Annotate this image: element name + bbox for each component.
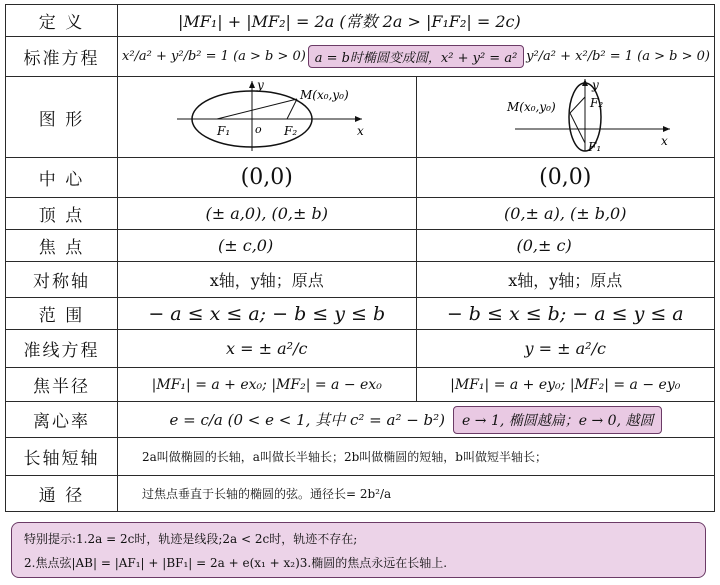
focus-label: 焦 点 [6,230,118,262]
eccentricity-text: e = c/a (0 < e < 1, 其中 c² = a² − b²) [169,411,446,429]
focus-left: (± c,0) [118,230,417,262]
left-fig-y-label: y [256,78,264,92]
vertex-right: (0,± a), (± b,0) [416,198,715,230]
ellipse-properties-table [5,4,715,512]
equation-right: y²/a² + x²/b² = 1 (a > b > 0) [526,49,710,64]
left-fig-f1-label: F₁ [216,124,230,138]
vertex-row [6,198,715,230]
definition-row [6,5,715,37]
figure-vertical-cell [416,77,715,158]
left-fig-x-label: x [356,124,364,138]
center-label: 中 心 [6,158,118,198]
figure-label: 图 形 [6,77,118,158]
vertex-label: 顶 点 [6,198,118,230]
figure-row [6,77,715,158]
range-left: − a ≤ x ≤ a; − b ≤ y ≤ b [118,298,417,330]
special-note-line-1: 特别提示:1.2a = 2c时，轨迹是线段;2a < 2c时，轨迹不存在; [24,532,358,546]
vertical-ellipse-figure [455,77,675,153]
right-fig-m-label: M(x₀,y₀) [507,100,556,114]
right-fig-y-label: y [592,78,600,92]
eccentricity-cell [118,402,715,438]
eccentricity-row [6,402,715,438]
range-row [6,298,715,330]
axes-label: 长轴短轴 [6,438,118,476]
focus-right: (0,± c) [416,230,715,262]
center-right: (0,0) [416,158,715,198]
left-fig-origin-label: o [254,123,262,136]
definition-text: |MF₁| + |MF₂| = 2a (常数 2a > |F₁F₂| = 2c) [118,5,715,37]
left-fig-m-label: M(x₀,y₀) [299,88,349,102]
center-row [6,158,715,198]
equation-row [6,37,715,77]
directrix-right: y = ± a²/c [416,330,715,368]
range-label: 范 围 [6,298,118,330]
right-fig-x-label: x [661,134,669,148]
axes-row [6,438,715,476]
focal-radius-left: |MF₁| = a + ex₀; |MF₂| = a − ex₀ [118,368,417,402]
right-fig-f2-label: F₂ [590,96,604,110]
symmetry-row [6,262,715,298]
eccentricity-label: 离心率 [6,402,118,438]
equation-left: x²/a² + y²/b² = 1 (a > b > 0) [122,49,306,64]
left-fig-f2-label: F₂ [283,124,297,138]
definition-label: 定 义 [6,5,118,37]
horizontal-ellipse-figure [157,77,377,153]
latus-label: 通 径 [6,476,118,512]
focal-radius-label: 焦半径 [6,368,118,402]
axes-text: 2a叫做椭圆的长轴，a叫做长半轴长；2b叫做椭圆的短轴，b叫做短半轴长； [118,438,715,476]
latus-text: 过焦点垂直于长轴的椭圆的弦。通径长= 2b²/a [118,476,715,512]
center-left: (0,0) [118,158,417,198]
latus-row [6,476,715,512]
directrix-left: x = ± a²/c [118,330,417,368]
directrix-row [6,330,715,368]
special-note-box [11,522,706,578]
focal-radius-right: |MF₁| = a + ey₀; |MF₂| = a − ey₀ [416,368,715,402]
right-fig-f1-label: F₁ [588,140,602,153]
focus-row [6,230,715,262]
directrix-label: 准线方程 [6,330,118,368]
figure-horizontal-cell [118,77,417,158]
special-note-line-2: 2.焦点弦|AB| = |AF₁| + |BF₁| = 2a + e(x₁ + x₂)3.椭圆的焦点永远在长轴上. [24,556,448,570]
symmetry-right: x轴，y轴；原点 [416,262,715,298]
equation-label: 标准方程 [6,37,118,77]
eccentricity-note: e → 1, 椭圆越扁；e → 0, 越圆 [453,406,662,434]
range-right: − b ≤ x ≤ b; − a ≤ y ≤ a [416,298,715,330]
equation-cell [118,37,715,77]
symmetry-left: x轴，y轴；原点 [118,262,417,298]
symmetry-label: 对称轴 [6,262,118,298]
equation-circle-note: a = b时椭圆变成圆，x² + y² = a² [308,45,525,68]
vertex-left: (± a,0), (0,± b) [118,198,417,230]
focal-radius-row [6,368,715,402]
